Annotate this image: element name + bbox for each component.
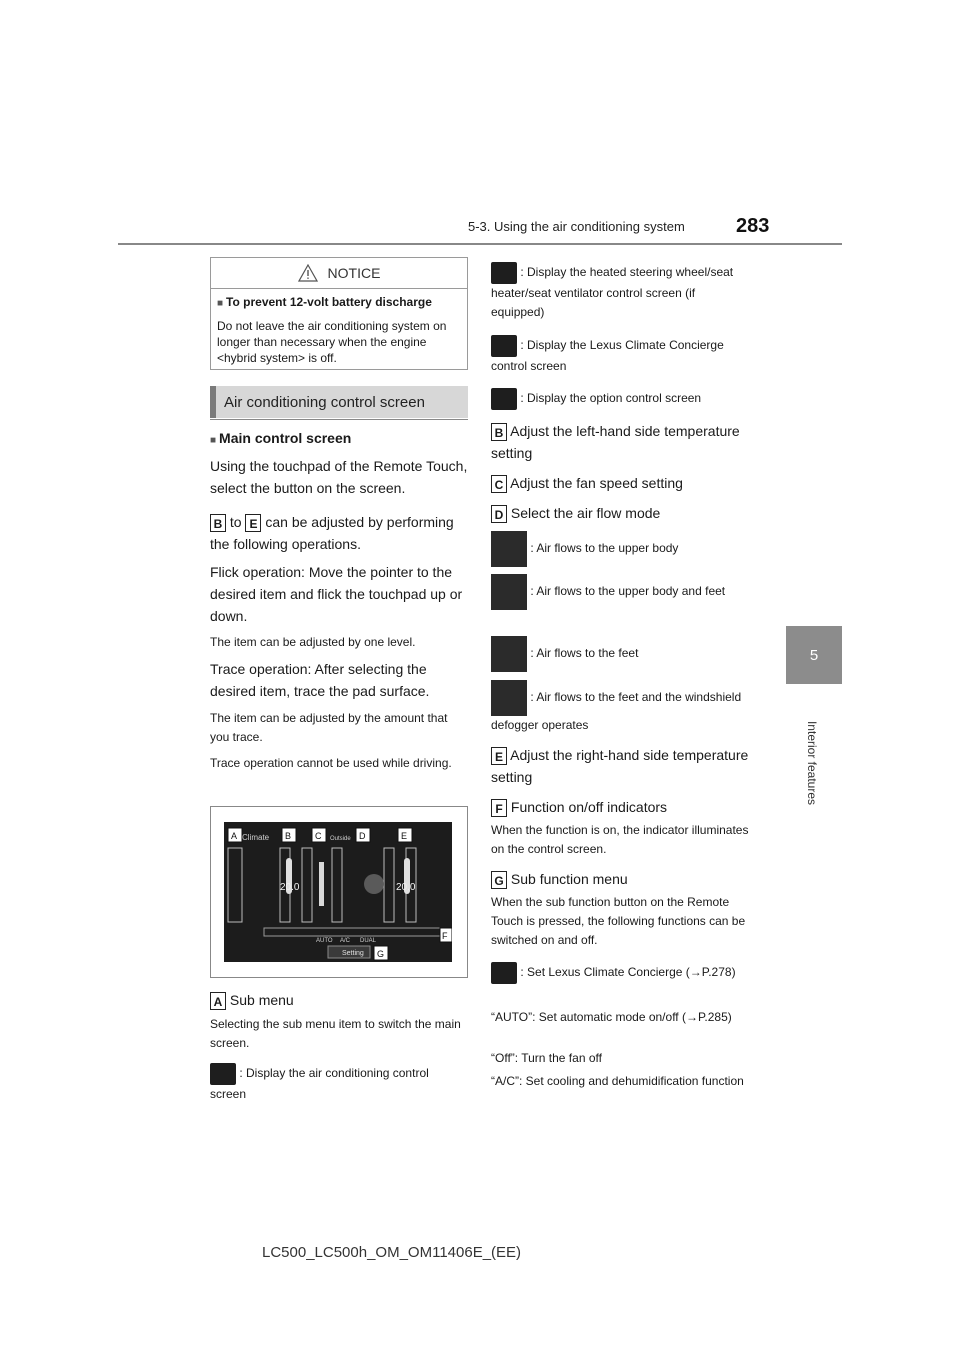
main-control-intro: Using the touchpad of the Remote Touch, select the button on the screen.: [210, 458, 468, 496]
air-conditioning-icon: [210, 1063, 236, 1085]
item-f-text: Function on/off indicators: [510, 799, 668, 815]
item-g-note: When the sub function button on the Remote Touch is pressed, the following functions can be switched on and off.: [491, 895, 746, 947]
item-b: [491, 420, 751, 464]
sub-menu-item: [210, 989, 468, 1011]
feet-flow-icon: [491, 636, 527, 672]
flow-upper-feet: [491, 574, 751, 610]
flow-upper-feet-text: : Air flows to the upper body and feet: [530, 584, 726, 599]
callout-badge-b: B: [491, 423, 507, 441]
flow-feet-text: : Air flows to the feet: [530, 646, 639, 661]
upper-body-feet-flow-icon: [491, 574, 527, 610]
trace-operation: Trace operation: After selecting the desired item, trace the pad surface.: [210, 661, 430, 699]
set-auto: “AUTO”: Set automatic mode on/off (→P.285): [491, 1010, 732, 1024]
option-line: [491, 388, 751, 410]
sub-menu-note: Selecting the sub menu item to switch the main screen.: [210, 1017, 461, 1050]
climate-concierge-icon: [491, 335, 517, 357]
notice-subtitle: To prevent 12-volt battery discharge: [226, 295, 432, 309]
notice-title: NOTICE: [327, 265, 381, 281]
notice-body-text: Do not leave the air conditioning system on longer than necessary when the engine <hybrid system> is off.: [217, 319, 447, 365]
ac-screen-text: : Display the air conditioning control screen: [210, 1066, 429, 1101]
outside-label: Outside: [330, 836, 351, 842]
footer-code: LC500_LC500h_OM_OM11406E_(EE): [262, 1244, 522, 1261]
callout-badge-b: B: [210, 514, 226, 532]
page-number: 283: [736, 215, 770, 237]
item-d-text: Select the air flow mode: [510, 505, 661, 521]
option-icon: [491, 388, 517, 410]
callout-badge-g: G: [491, 871, 507, 889]
left-temp: 20.0: [280, 882, 300, 893]
item-e: [491, 744, 751, 788]
item-d: [491, 502, 751, 524]
climate-screen-image: [224, 822, 452, 962]
chapter-label: Interior features: [805, 720, 820, 806]
climate-concierge-icon: [491, 962, 517, 984]
climate-screen-drawing: [224, 822, 452, 962]
ac-label: A/C: [340, 938, 351, 944]
feet-defogger-flow-icon: [491, 680, 527, 716]
header-rule: [118, 243, 842, 245]
item-f: [491, 796, 751, 818]
callout-badge-c: C: [491, 475, 507, 493]
item-f-note: When the function is on, the indicator illuminates on the control screen.: [491, 823, 749, 856]
concierge-line: [491, 335, 751, 376]
callout-badge-e: E: [245, 514, 261, 532]
chapter-tab: 5: [786, 626, 842, 684]
trace-note-2: Trace operation cannot be used while driving.: [210, 756, 452, 770]
set-concierge-text: : Set Lexus Climate Concierge (→P.278): [520, 965, 736, 980]
main-control-heading: Main control screen: [219, 430, 352, 446]
callout-c: C: [315, 831, 322, 841]
callout-badge-d: D: [491, 505, 507, 523]
climate-tab-label: Climate: [242, 833, 270, 842]
set-off: “Off”: Turn the fan off: [491, 1051, 602, 1065]
flow-feet-defog: [491, 680, 751, 735]
section-heading: Air conditioning control screen: [210, 386, 468, 418]
sub-menu-label: Sub menu: [229, 992, 294, 1008]
section-rule: [210, 419, 468, 420]
ac-screen-line: [210, 1063, 468, 1104]
item-c-text: Adjust the fan speed setting: [510, 475, 683, 491]
item-c: [491, 472, 751, 494]
flow-feet: [491, 636, 751, 672]
flick-operation: Flick operation: Move the pointer to the desired item and flick the touchpad up or down.: [210, 564, 463, 624]
upper-body-flow-icon: [491, 531, 527, 567]
trace-note: The item can be adjusted by the amount that you trace.: [210, 711, 448, 744]
warning-icon: [298, 264, 318, 282]
callout-badge-f: F: [491, 799, 507, 817]
callout-a: A: [231, 831, 238, 841]
heated-text: : Display the heated steering wheel/seat heater/seat ventilator control screen (if equipped): [491, 265, 734, 319]
flow-upper-text: : Air flows to the upper body: [530, 541, 679, 556]
callout-badge-e: E: [491, 747, 507, 765]
notice-box: [210, 257, 468, 370]
callout-g: G: [377, 949, 385, 959]
adjust-paragraph: [210, 511, 468, 555]
option-text: : Display the option control screen: [520, 391, 702, 406]
right-temp: 20.0: [396, 882, 416, 893]
set-ac: “A/C”: Set cooling and dehumidification function: [491, 1074, 744, 1088]
dual-label: DUAL: [360, 938, 377, 944]
callout-b: B: [285, 831, 292, 841]
section-title: 5-3. Using the air conditioning system: [468, 219, 685, 234]
heated-steering-icon: [491, 262, 517, 284]
bullet-square-icon: ■: [217, 298, 224, 309]
callout-f: F: [442, 931, 448, 941]
callout-badge-a: A: [210, 992, 226, 1010]
item-e-text: Adjust the right-hand side temperature setting: [491, 747, 749, 785]
item-g-text: Sub function menu: [510, 871, 628, 887]
notice-header: [211, 258, 467, 289]
callout-d: D: [359, 831, 366, 841]
heated-line: [491, 262, 751, 322]
set-concierge-line: [491, 962, 751, 984]
flick-note: The item can be adjusted by one level.: [210, 635, 416, 649]
adjust-text: can be adjusted by performing the following operations.: [210, 514, 454, 552]
concierge-text: : Display the Lexus Climate Concierge control screen: [491, 338, 724, 373]
item-b-text: Adjust the left-hand side temperature setting: [491, 423, 740, 461]
callout-e: E: [401, 831, 408, 841]
item-g: [491, 868, 751, 890]
flow-feet-defog-text: : Air flows to the feet and the windshield defogger operates: [491, 690, 742, 732]
to-word: to: [229, 514, 242, 530]
flow-upper: [491, 531, 751, 567]
setting-label: Setting: [342, 950, 364, 957]
auto-label: AUTO: [316, 938, 333, 944]
bullet-square-icon: ■: [210, 435, 217, 446]
